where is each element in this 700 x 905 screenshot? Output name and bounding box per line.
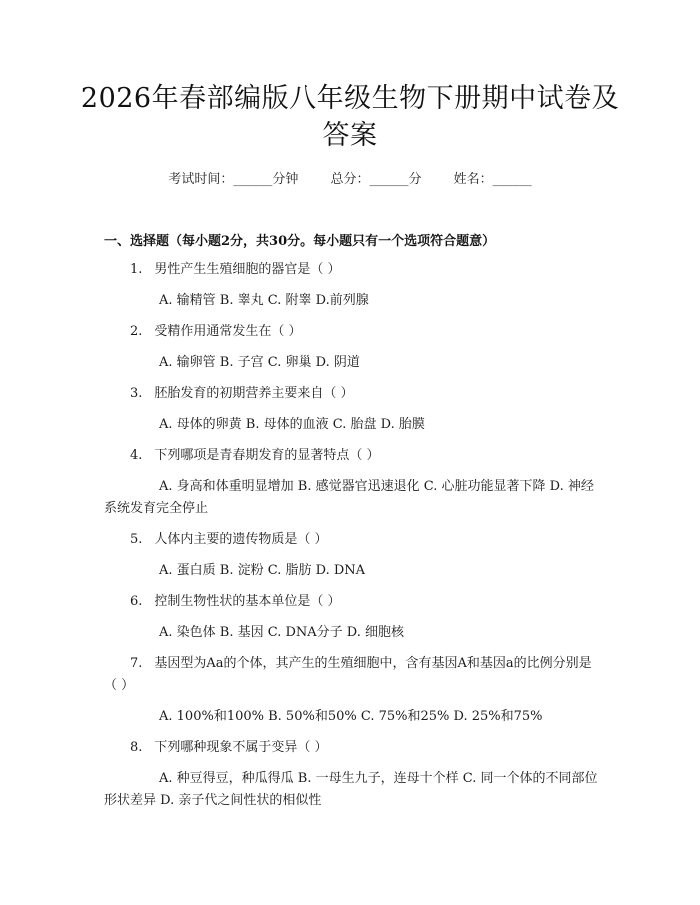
question-options: A. 蛋白质 B. 淀粉 C. 脂肪 D. DNA — [159, 563, 366, 578]
question-options: A. 母体的卵黄 B. 母体的血液 C. 胎盘 D. 胎膜 — [159, 417, 425, 432]
question-3 — [104, 383, 600, 436]
question-options: A. 染色体 B. 基因 C. DNA分子 D. 细胞核 — [159, 625, 405, 640]
question-list — [104, 259, 600, 821]
question-options: A. 100%和100% B. 50%和50% C. 75%和25% D. 25%和75% — [159, 709, 543, 724]
question-stem: 人体内主要的遗传物质是（ ） — [154, 532, 328, 547]
exam-total-score: 总分：______分 — [330, 172, 422, 187]
exam-time: 考试时间：______分钟 — [168, 172, 299, 187]
question-stem: 胚胎发育的初期营养主要来自（ ） — [154, 386, 354, 401]
question-options: A. 输精管 B. 睾丸 C. 附睾 D.前列腺 — [159, 293, 369, 308]
question-stem: 受精作用通常发生在（ ） — [154, 324, 302, 339]
exam-meta — [0, 168, 700, 187]
exam-title — [60, 80, 640, 154]
question-1 — [104, 259, 600, 312]
question-number: 6. — [130, 594, 143, 609]
question-number: 3. — [130, 386, 143, 401]
question-stem: 男性产生生殖细胞的器官是（ ） — [154, 262, 341, 277]
question-2 — [104, 321, 600, 374]
question-stem: 控制生物性状的基本单位是（ ） — [154, 594, 341, 609]
question-number: 1. — [130, 262, 143, 277]
question-7 — [104, 653, 600, 728]
question-options: A. 身高和体重明显增加 B. 感觉器官迅速退化 C. 心脏功能显著下降 D. 神经系统发育完全停止 — [104, 479, 594, 516]
question-6 — [104, 591, 600, 644]
question-4 — [104, 445, 600, 520]
question-stem: 基因型为Aa的个体，其产生的生殖细胞中，含有基因A和基因a的比例分别是（ ） — [104, 656, 592, 693]
question-number: 8. — [130, 740, 143, 755]
question-5 — [104, 529, 600, 582]
question-options: A. 种豆得豆，种瓜得瓜 B. 一母生九子，连母十个样 C. 同一个体的不同部位形状差异 D. 亲子代之间性状的相似性 — [104, 771, 598, 808]
title-line-1: 2026年春部编版八年级生物下册期中试卷及 — [80, 83, 620, 114]
question-stem: 下列哪种现象不属于变异（ ） — [154, 740, 328, 755]
question-number: 7. — [130, 656, 143, 671]
question-number: 5. — [130, 532, 143, 547]
question-number: 4. — [130, 448, 143, 463]
title-line-2: 答案 — [322, 120, 378, 151]
question-options: A. 输卵管 B. 子宫 C. 卵巢 D. 阴道 — [159, 355, 360, 370]
question-number: 2. — [130, 324, 143, 339]
question-8 — [104, 737, 600, 812]
section-heading: 一、选择题（每小题2分，共30分。每小题只有一个选项符合题意） — [104, 234, 496, 249]
question-stem: 下列哪项是青春期发育的显著特点（ ） — [154, 448, 380, 463]
student-name: 姓名：______ — [453, 172, 532, 187]
